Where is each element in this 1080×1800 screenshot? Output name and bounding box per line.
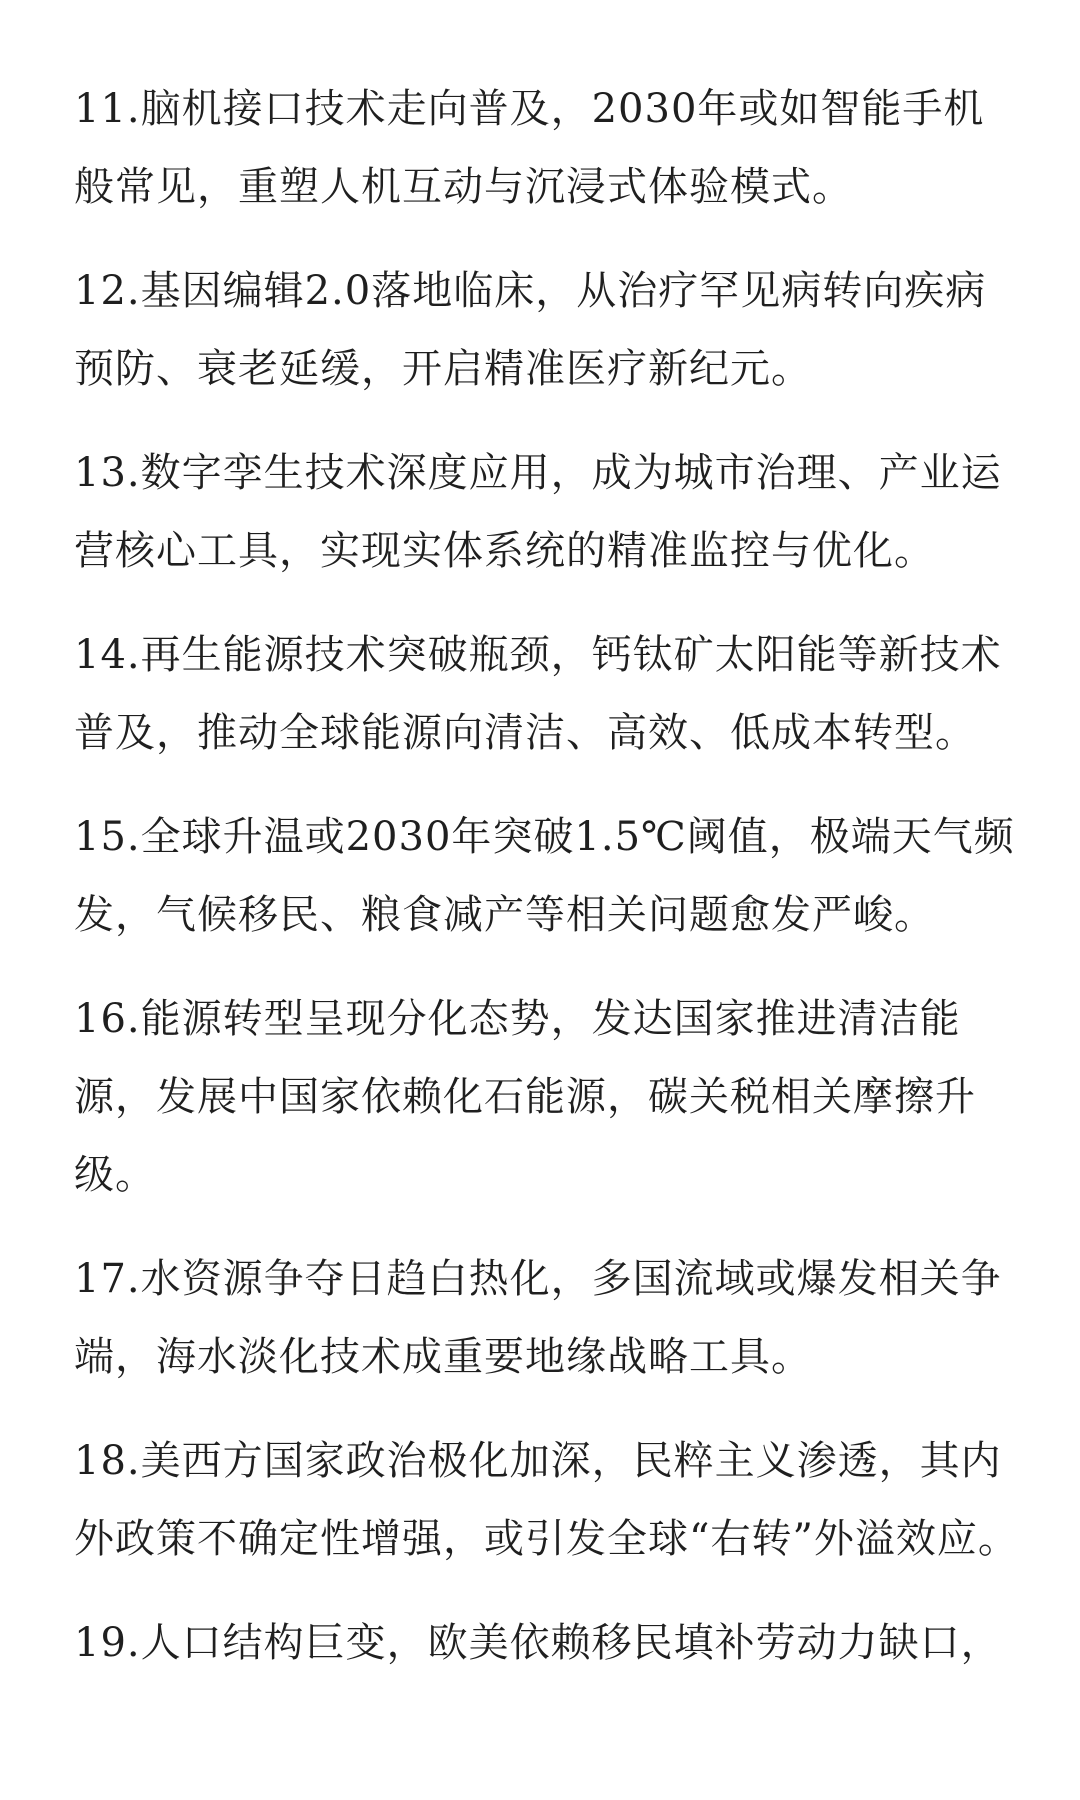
list-item-19: 19.人口结构巨变，欧美依赖移民填补劳动力缺口， bbox=[74, 1620, 1002, 1666]
list-item-11: 11.脑机接口技术走向普及，2030年或如智能手机般常见，重塑人机互动与沉浸式体验模式。 bbox=[74, 86, 985, 210]
list-item-16: 16.能源转型呈现分化态势，发达国家推进清洁能源，发展中国家依赖化石能源，碳关税相关摩擦升级。 bbox=[74, 996, 976, 1198]
list-item-15: 15.全球升温或2030年突破1.5℃阈值，极端天气频发，气候移民、粮食减产等相关问题愈发严峻。 bbox=[74, 814, 1015, 938]
list-item-12: 12.基因编辑2.0落地临床，从治疗罕见病转向疾病预防、衰老延缓，开启精准医疗新纪元。 bbox=[74, 268, 987, 392]
list-item-17: 17.水资源争夺日趋白热化，多国流域或爆发相关争端，海水淡化技术成重要地缘战略工具。 bbox=[74, 1256, 1002, 1380]
list-item-13: 13.数字孪生技术深度应用，成为城市治理、产业运营核心工具，实现实体系统的精准监控与优化。 bbox=[74, 450, 1002, 574]
list-item-18: 18.美西方国家政治极化加深，民粹主义渗透，其内外政策不确定性增强，或引发全球“右转”外溢效应。 bbox=[74, 1438, 1019, 1562]
list-item-14: 14.再生能源技术突破瓶颈，钙钛矿太阳能等新技术普及，推动全球能源向清洁、高效、低成本转型。 bbox=[74, 632, 1002, 756]
